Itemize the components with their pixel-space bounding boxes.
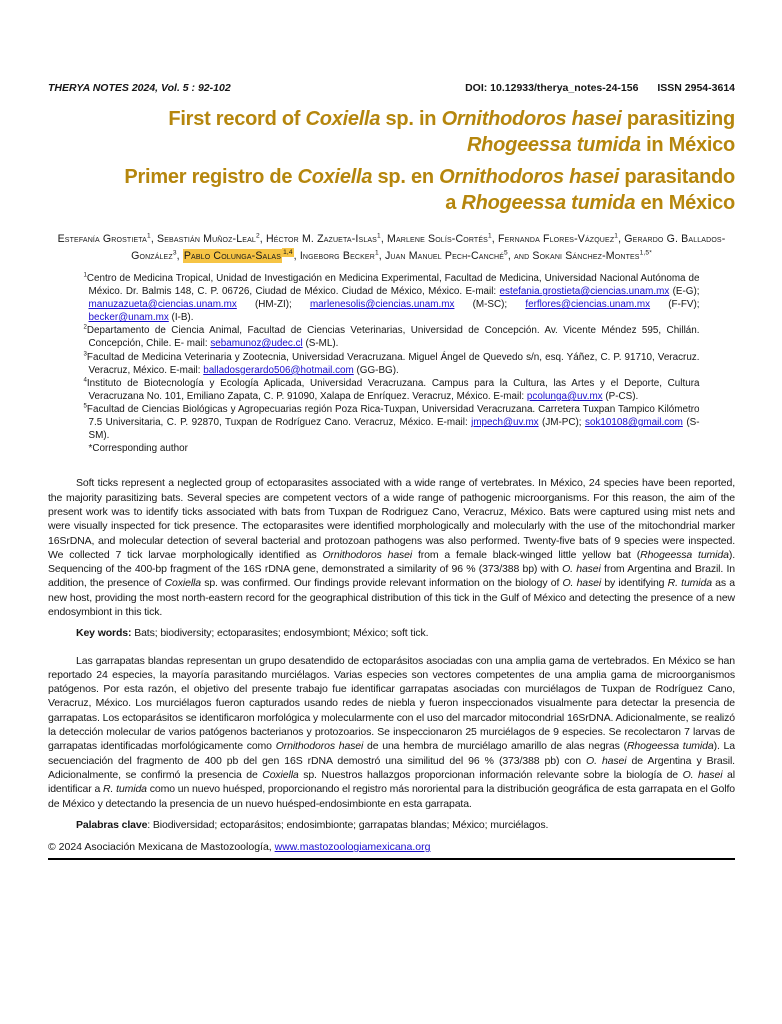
text-segment: (S-SM). [88,417,700,442]
superscript: 5 [83,402,87,410]
superscript: 1 [487,232,492,240]
superscript: 3 [83,350,87,358]
text-segment: *Corresponding author [88,443,188,455]
text-segment: Facultad de Ciencias Biológicas y Agropecuarias región Poza Rica-Tuxpan, Universidad Veracruzana. Carretera Tuxpan Tampico Kilómetro 7.5 Universitaria, C. P. 92870, Tuxpan de Rodríguez Cano. Veracruz, México. E-mail: [86,403,700,429]
text-segment: Ornithodoros hasei [275,740,364,753]
email-link[interactable]: becker@unam.mx [88,312,169,324]
text-segment: , [150,233,157,245]
text-segment: Juan Manuel Pech-Canché [384,250,505,262]
text-segment: Fernanda Flores-Vázquez [497,233,615,245]
text-segment: Rhogeessa tumida [461,191,636,214]
text-segment: Ingeborg Becker [299,250,375,262]
text-segment: de Argentina y Brasil. Adicionalmente, se confirmó la presencia de [48,754,735,781]
text-segment: from Argentina and Brazil. In addition, the presence of [48,563,735,590]
text-segment: (M-SC); [454,299,526,311]
text-segment: Estefanía Grostieta [57,233,147,245]
text-segment: Rhogeessa tumida [466,133,641,156]
affiliation-2 [84,324,700,350]
text-segment: (E-G); [669,286,700,298]
superscript: 1,5* [639,249,652,257]
superscript: 1 [374,249,379,257]
text-segment: (GG-BG). [353,364,399,376]
text-segment: Palabras clave [76,818,148,831]
text-segment: Centro de Medicina Tropical, Unidad de Investigación en Medicina Experimental, Facultad de Medicina, Universidad Nacional Autónoma de México. Dr. Balmis 148, C. P. 06726, Ciudad de México. Ciudad de México, México. E-mail: [86,273,700,298]
text-segment: (JM-PC); [538,417,586,429]
title-english [48,107,735,158]
text-segment: O. hasei [682,768,723,781]
text-segment: Sokani Sánchez-Montes [532,250,640,262]
text-segment: , [176,250,183,262]
text-segment: Sebastián Muñoz-Leal [157,233,256,245]
text-segment: parasitizing [621,108,735,130]
email-link[interactable]: balladosgerardo506@hotmail.com [203,364,354,376]
text-segment: O. hasei [562,563,601,576]
text-segment: , [618,233,625,245]
text-segment: (I-B). [168,312,194,324]
superscript: 1 [614,232,619,240]
text-segment: (HM-ZI); [236,299,310,311]
title-spanish [48,165,735,216]
copyright-line [48,840,735,854]
text-segment: Primer registro de [124,166,298,188]
text-segment: al identificar a [48,768,735,796]
email-link[interactable]: sok10108@gmail.com [585,417,683,429]
text-segment: Instituto de Biotecnología y Ecología Aplicada, Universidad Veracruzana. Campus para la Cultura, las Artes y el Deporte, Cultura Veracruzana No. 101, Emiliano Zapata, C. P. 91090, Xalapa de Enríquez. Veracruz, México. E-mail: [86,377,700,402]
text-segment: , [378,250,385,262]
text-segment: R. tumida [103,783,147,796]
text-segment: parasitando [619,166,735,188]
email-link[interactable]: marlenesolis@ciencias.unam.mx [309,299,455,311]
text-segment: sp. was confirmed. Our findings provide relevant information on the biology of [200,577,563,590]
superscript: 1 [147,232,151,240]
url-link[interactable]: www.mastozoologiamexicana.org [274,841,431,854]
text-segment: in México [640,133,735,156]
text-segment: Héctor M. Zazueta-Islas [265,233,378,245]
text-segment: Ornithodoros hasei [322,548,413,561]
text-segment: Coxiella [297,166,373,188]
text-segment: como un nuevo huésped, proporcionando el registro más nororiental para la distribución geográfica de esta garrapata en el Golfo de México y detectando la presencia de un nuevo huésped-endosimbionte en esta garrapata. [48,783,735,810]
doi-text: DOI: 10.12933/therya_notes-24-156 [465,82,639,94]
keywords-english [48,626,735,640]
page-footer [48,840,735,860]
issn-text: ISSN 2954-3614 [657,82,735,94]
text-segment: Coxiella [164,577,201,590]
text-segment: Rhogeessa tumida [640,548,729,561]
text-segment: O. hasei [586,754,627,767]
authors-line [52,231,731,265]
page-header [48,82,735,94]
superscript: 1,4 [283,249,293,257]
text-segment: as a new host, providing the most north-eastern record for the geographical distribution of this tick in the Gulf of México and detecting the presence of a new endosymbiont in this tick. [48,577,735,618]
email-link[interactable]: jmpech@uv.mx [471,417,539,429]
text-segment: sp. in [380,108,442,130]
keywords-spanish [48,818,735,832]
journal-reference: THERYA NOTES 2024, Vol. 5 : 92-102 [48,82,231,94]
text-segment: © 2024 Asociación Mexicana de Mastozoología, [48,841,275,854]
text-segment: ). Sequencing of the 400-bp fragment of the 16S rDNA gene, demonstrated a similarity of 96 % (373/388 bp) with [48,548,736,576]
affiliation-4 [84,377,700,403]
text-segment: Rhogeessa tumida [626,740,714,753]
superscript: 3 [172,249,177,257]
text-segment: Soft ticks represent a neglected group of ectoparasites associated with a wide range of vertebrates. In México, 24 species have been reported, the majority parasitizing bats. Several species are competent vectors of a wide range of pathogenic microorganisms. For this reason, the aim of the present work was to identify ticks associated with bats from Tuxpan de Rodriguez Cano, Veracruz, México. Bats were captured using mist nets and were visually inspected for tick presence. The ectoparasites were identified morphologically and molecularly with the use of the mitochondrial marker 16SrDNA, and molecular detection of several bacterial and protozoan pathogens was also performed. Twenty-five bats of 9 species were inspected. We collected 7 tick larvae morphologically identified as [48,477,735,561]
text-segment: Las garrapatas blandas representan un grupo desatendido de ectoparásitos asociadas con una amplia gama de vertebrados. En México se han reportado 24 especies, la mayoría parasitando murciélagos. Varias especies son vectores competentes de una amplia gama de microorganismos patógenos. Por esta razón, el objetivo del presente trabajo fue identificar garrapatas asociadas con murciélagos de Tuxpan de Rodríguez Cano, Veracruz, México. Los murciélagos fueron capturados usando redes de niebla y fueron inspeccionados visualmente para detectar la presencia de garrapatas. Los ectoparásitos se identificaron morfológica y molecularmente con el uso del marcador mitocondrial 16SrDNA. Adicionalmente, se realizó la detección molecular de varios patógenos bacterianos y protozoarios. Se inspeccionaron 25 murciélagos de 9 especies. Se recolectaron 7 larvas de garrapatas identificadas morfológicamente como [48,654,735,753]
affiliations-block [84,272,700,455]
text-segment: , [293,250,300,262]
text-segment: Gerardo G. Ballados-González [131,233,726,262]
text-segment: , [491,233,498,245]
text-segment: (P-CS). [602,390,639,402]
text-segment: Coxiella [305,108,381,130]
email-link[interactable]: estefania.grostieta@ciencias.unam.mx [499,286,670,298]
text-segment: R. tumida [667,577,712,590]
superscript: 4 [83,376,87,384]
affiliation-5 [84,403,700,442]
footer-rule [48,858,735,860]
text-segment: , and [507,250,533,262]
doi-issn [465,82,735,94]
text-segment: sp. en [372,166,440,188]
text-segment: , [259,233,266,245]
text-segment: Marlene Solís-Cortés [387,233,488,245]
text-segment: Bats; biodiversity; ectoparasites; endosymbiont; México; soft tick. [131,627,429,640]
text-segment: Departamento de Ciencia Animal, Facultad de Ciencias Veterinarias, Universidad de Concepción. Av. Vicente Méndez 595, Chillán. Concepción, Chile. E- mail: [86,325,700,350]
text-segment: a [445,191,462,214]
text-segment: Ornithodoros hasei [439,166,620,188]
text-segment: First record of [168,108,306,130]
email-link[interactable]: pcolunga@uv.mx [526,390,603,402]
abstract-spanish [48,654,735,811]
text-segment: from a female black-winged little yellow bat ( [412,548,641,561]
text-segment: (S-ML). [302,338,339,350]
email-link[interactable]: manuzazueta@ciencias.unam.mx [88,299,237,311]
text-segment: Ornithodoros hasei [441,108,622,130]
superscript: 1 [377,232,381,240]
text-segment: O. hasei [562,577,602,590]
superscript: 2 [83,324,87,332]
text-segment: (F-FV); [650,299,700,311]
text-segment: ). La secuenciación del fragmento de 400 pb del gen 16S rDNA demostró una similitud del 96 % (373/388 pb) con [48,740,735,767]
text-segment: en México [635,191,735,214]
superscript: 2 [255,232,260,240]
text-segment: Pablo Colunga-Salas [183,250,282,262]
affiliation-1 [84,272,700,324]
text-segment: Coxiella [262,768,299,781]
email-link[interactable]: ferflores@ciencias.unam.mx [525,299,651,311]
text-segment: , [380,233,388,245]
affiliation-3 [84,351,700,377]
email-link[interactable]: sebamunoz@udec.cl [210,338,303,350]
text-segment: : Biodiversidad; ectoparásitos; endosimbionte; garrapatas blandas; México; murciélagos. [147,818,549,831]
superscript: 1 [83,271,87,279]
text-segment: sp. Nuestros hallazgos proporcionan información relevante sobre la biología de [298,768,683,781]
text-segment: by identifying [601,577,668,590]
text-segment: de una hembra de murciélago amarillo de alas negras ( [363,740,627,753]
text-segment: Facultad de Medicina Veterinaria y Zootecnia, Universidad Veracruzana. Miguel Ángel de Quevedo s/n, esq. Yáñez, C. P. 91710, Veracruz. Veracruz, México. E-mail: [86,351,700,376]
superscript: 5 [504,249,508,257]
abstract-english [48,476,735,619]
corresponding-author-note [84,442,700,455]
text-segment: Key words: [76,627,132,640]
